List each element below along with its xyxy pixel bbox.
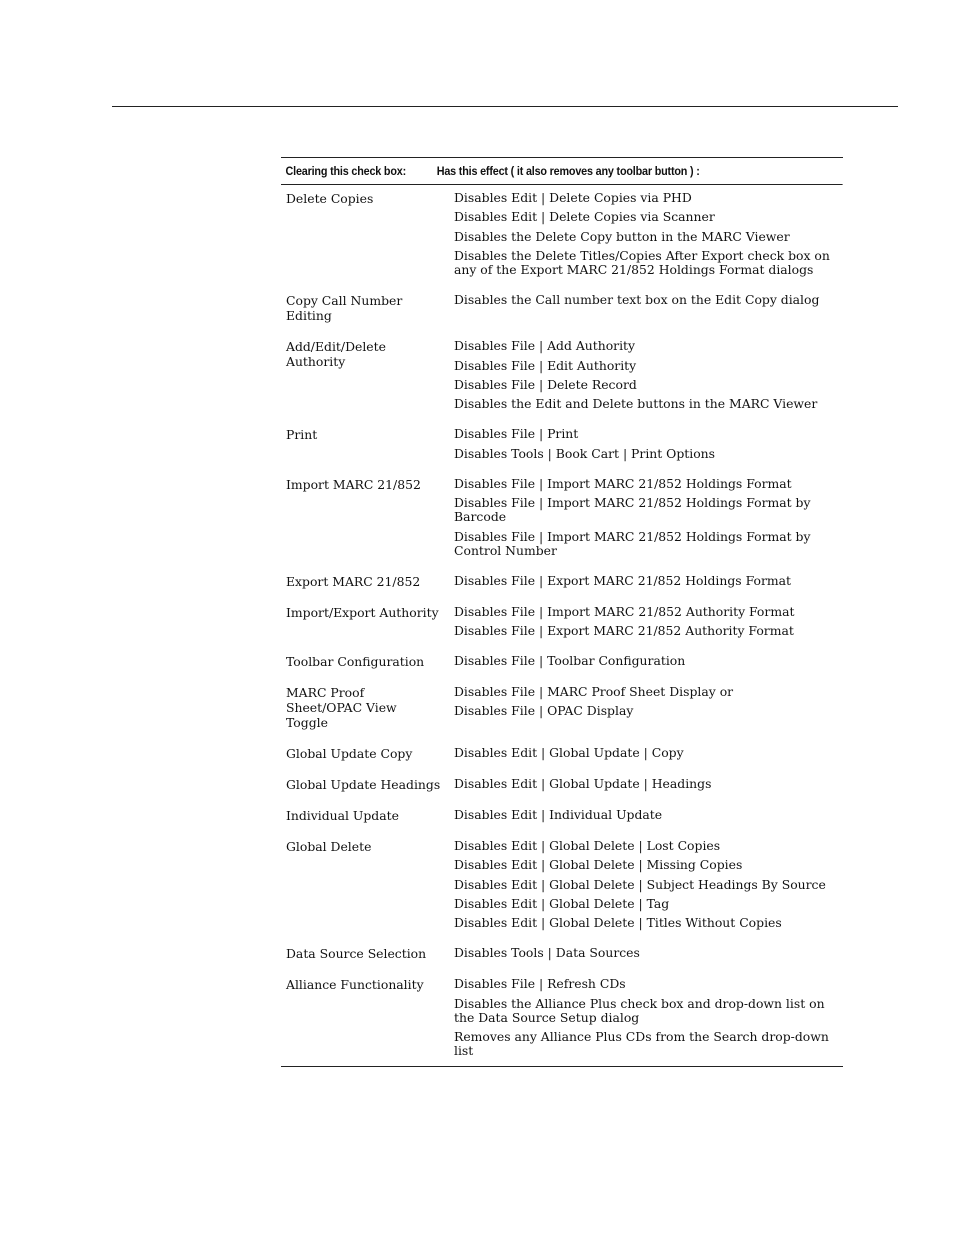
effect-line: Removes any Alliance Plus CDs from the Search drop-down list xyxy=(454,1029,829,1059)
effect-line: Disables the Call number text box on the Edit Copy dialog xyxy=(454,292,820,308)
table-row xyxy=(281,605,843,638)
table-body xyxy=(281,185,843,1066)
effect-line: Disables the Edit and Delete buttons in the MARC Viewer xyxy=(454,396,818,412)
effects-cell xyxy=(449,427,843,460)
effects-cell xyxy=(449,191,843,277)
table-row xyxy=(281,574,843,589)
table-row xyxy=(281,977,843,1058)
checkbox-name-cell: Add/Edit/Delete Authority xyxy=(286,339,386,370)
effects-cell xyxy=(449,654,843,669)
effects-cell xyxy=(449,339,843,411)
effect-line: Disables File | Print xyxy=(454,426,579,442)
effect-line: Disables File | Import MARC 21/852 Holdings Format by Control Number xyxy=(454,528,811,558)
effect-line: Disables File | Edit Authority xyxy=(454,357,637,373)
checkbox-name-cell: Data Source Selection xyxy=(286,946,427,962)
effect-line: Disables Edit | Individual Update xyxy=(454,806,663,822)
permissions-table xyxy=(281,157,843,1067)
checkbox-name-cell: Import/Export Authority xyxy=(286,604,439,620)
effect-line: Disables File | Delete Record xyxy=(454,376,637,392)
effect-line: Disables Edit | Global Delete | Missing Copies xyxy=(454,857,743,873)
effects-cell xyxy=(449,605,843,638)
checkbox-name-cell: Global Delete xyxy=(286,838,372,854)
effect-line: Disables Edit | Delete Copies via Scanner xyxy=(454,209,715,225)
effect-line: Disables the Delete Titles/Copies After Export check box on any of the Export MARC 21/852 Holdings Format dialogs xyxy=(454,248,830,278)
effects-cell xyxy=(449,685,843,730)
effect-line: Disables Edit | Global Delete | Lost Copies xyxy=(454,837,721,853)
effects-cell xyxy=(449,839,843,931)
effects-cell xyxy=(449,477,843,558)
table-row xyxy=(281,477,843,558)
table-row xyxy=(281,339,843,411)
effect-line: Disables Edit | Global Delete | Tag xyxy=(454,896,670,912)
table-row xyxy=(281,777,843,792)
effects-cell xyxy=(449,946,843,961)
effect-line: Disables Tools | Book Cart | Print Options xyxy=(454,445,716,461)
checkbox-name-cell: Print xyxy=(286,427,318,443)
checkbox-name-cell: Delete Copies xyxy=(286,191,374,206)
checkbox-name-cell: Export MARC 21/852 xyxy=(286,573,421,589)
effects-cell xyxy=(449,808,843,823)
effect-line: Disables Edit | Global Update | Copy xyxy=(454,744,684,760)
effect-line: Disables Edit | Global Delete | Titles Without Copies xyxy=(454,915,782,931)
effects-cell xyxy=(449,777,843,792)
effects-cell xyxy=(449,293,843,323)
table-header-row xyxy=(281,158,843,185)
checkbox-name-cell: Import MARC 21/852 xyxy=(286,476,421,492)
checkbox-name-cell: MARC Proof Sheet/OPAC View Toggle xyxy=(286,684,397,730)
checkbox-name-cell: Toolbar Configuration xyxy=(286,653,425,669)
effect-line: Disables File | Export MARC 21/852 Holdings Format xyxy=(454,572,792,588)
effects-cell xyxy=(449,746,843,761)
table-row xyxy=(281,839,843,931)
column-header-effect: Has this effect ( it also removes any toolbar button ) : xyxy=(436,164,700,178)
table-row xyxy=(281,685,843,730)
effect-line: Disables File | Export MARC 21/852 Authority Format xyxy=(454,622,794,638)
effect-line: Disables Edit | Delete Copies via PHD xyxy=(454,190,692,205)
effect-line: Disables File | Import MARC 21/852 Holdings Format xyxy=(454,475,792,491)
table-row xyxy=(281,808,843,823)
effect-line: Disables File | Toolbar Configuration xyxy=(454,652,686,668)
table-row xyxy=(281,946,843,961)
column-header-checkbox: Clearing this check box: xyxy=(285,164,407,178)
effect-line: Disables Tools | Data Sources xyxy=(454,945,640,961)
table-row xyxy=(281,191,843,277)
effect-line: Disables File | Import MARC 21/852 Authority Format xyxy=(454,603,795,619)
effect-line: Disables File | Import MARC 21/852 Holdings Format by Barcode xyxy=(454,495,811,525)
table-row xyxy=(281,427,843,460)
checkbox-name-cell: Alliance Functionality xyxy=(286,977,424,993)
checkbox-name-cell: Global Update Headings xyxy=(286,776,441,792)
effect-line: Disables File | OPAC Display xyxy=(454,703,634,719)
effect-line: Disables File | MARC Proof Sheet Display or xyxy=(454,683,734,699)
effect-line: Disables Edit | Global Update | Headings xyxy=(454,775,712,791)
effect-line: Disables the Delete Copy button in the MARC Viewer xyxy=(454,228,790,244)
effect-line: Disables Edit | Global Delete | Subject Headings By Source xyxy=(454,876,826,892)
table-row xyxy=(281,654,843,669)
table-row xyxy=(281,293,843,323)
page-header-rule xyxy=(112,106,898,107)
effect-line: Disables File | Add Authority xyxy=(454,338,636,354)
table-row xyxy=(281,746,843,761)
effect-line: Disables File | Refresh CDs xyxy=(454,976,626,992)
checkbox-name-cell: Copy Call Number Editing xyxy=(286,293,403,324)
effects-cell xyxy=(449,574,843,589)
effect-line: Disables the Alliance Plus check box and drop-down list on the Data Source Setup dialog xyxy=(454,995,825,1025)
checkbox-name-cell: Global Update Copy xyxy=(286,745,413,761)
effects-cell xyxy=(449,977,843,1058)
checkbox-name-cell: Individual Update xyxy=(286,807,399,823)
